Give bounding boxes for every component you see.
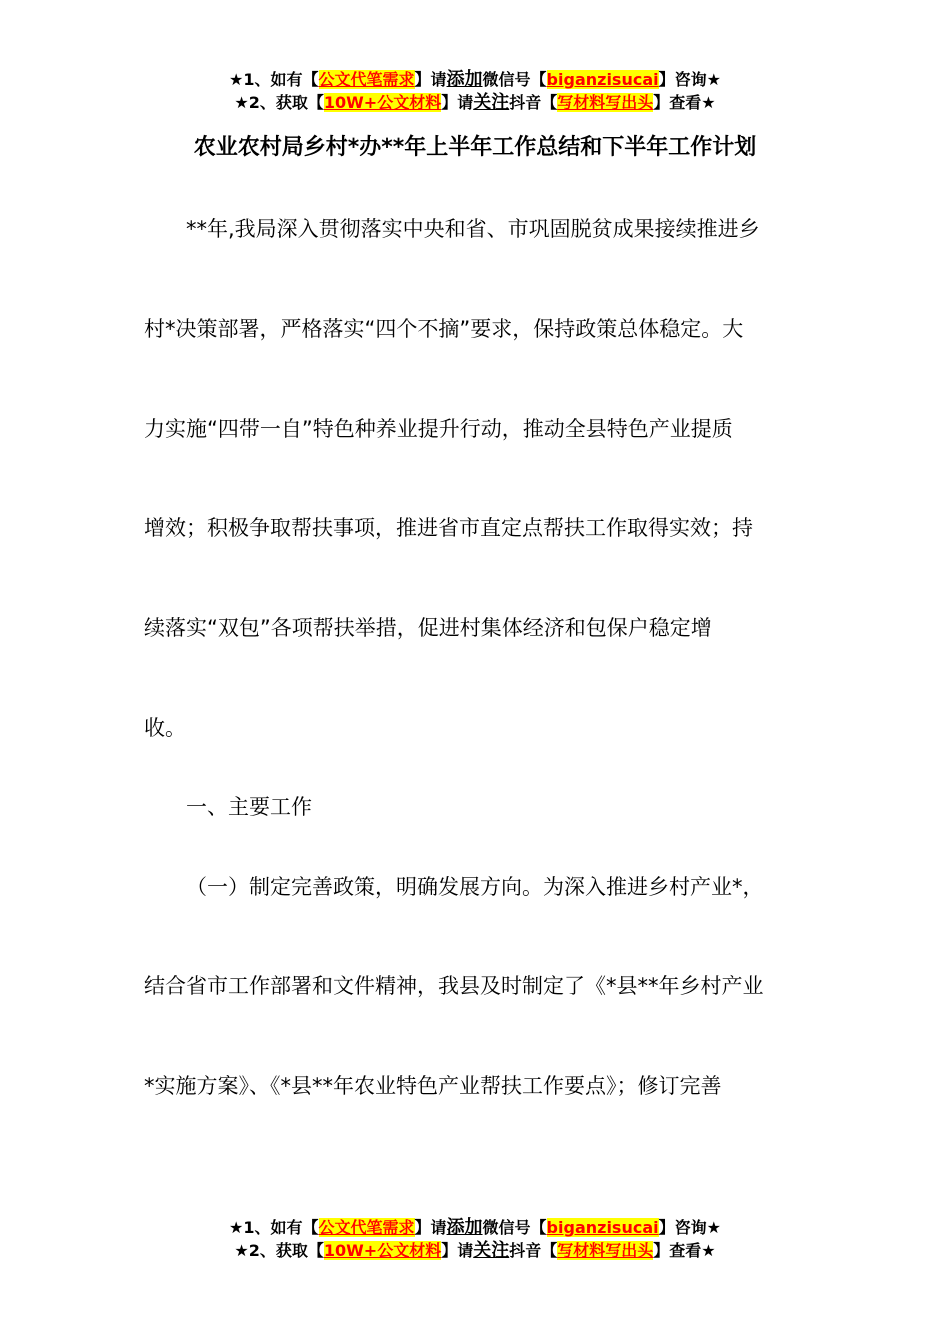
promo-emphasis: 关注 — [473, 1240, 510, 1261]
promo-text: 】请 — [414, 70, 447, 89]
body-line: （一）制定完善政策，明确发展方向。为深入推进乡村产业*， — [186, 875, 764, 899]
promo-text: 】请 — [441, 1241, 474, 1260]
promo-line-1 — [0, 1216, 950, 1239]
body-line: *实施方案》、《*县**年农业特色产业帮扶工作要点》；修订完善 — [144, 1074, 722, 1098]
document-title: 农业农村局乡村*办**年上半年工作总结和下半年工作计划 — [193, 135, 757, 160]
section-heading: 一、主要工作 — [186, 795, 312, 819]
body-line: 力实施“四带一自”特色种养业提升行动，推动全县特色产业提质 — [144, 417, 733, 441]
highlight-wechat-id: biganzisucai — [546, 1218, 659, 1237]
promo-text: ★1、如有【 — [229, 70, 319, 89]
body-line: 续落实“双包”各项帮扶举措，促进村集体经济和包保户稳定增 — [144, 616, 712, 640]
promo-text: 微信号【 — [482, 70, 547, 89]
body-line: **年,我局深入贯彻落实中央和省、市巩固脱贫成果接续推进乡 — [186, 217, 760, 241]
promo-text: 】咨询★ — [658, 70, 721, 89]
highlight-materials: 10W+公文材料 — [323, 93, 442, 112]
highlight-douyin-id: 写材料写出头 — [557, 93, 654, 112]
highlight-wechat-id: biganzisucai — [546, 70, 659, 89]
promo-emphasis: 添加 — [446, 1217, 483, 1238]
promo-line-1 — [0, 68, 950, 91]
promo-text: 】请 — [441, 93, 474, 112]
body-line: 村*决策部署，严格落实“四个不摘”要求，保持政策总体稳定。大 — [144, 317, 744, 341]
promo-text: 】查看★ — [653, 93, 716, 112]
body-line: 结合省市工作部署和文件精神，我县及时制定了《*县**年乡村产业 — [144, 974, 764, 998]
promo-banner-top — [0, 68, 950, 114]
promo-text: 】查看★ — [653, 1241, 716, 1260]
promo-text: 抖音【 — [509, 1241, 558, 1260]
promo-text: ★2、获取【 — [234, 1241, 324, 1260]
highlight-douyin-id: 写材料写出头 — [557, 1241, 654, 1260]
promo-emphasis: 关注 — [473, 92, 510, 113]
highlight-materials: 10W+公文材料 — [323, 1241, 442, 1260]
highlight-service: 公文代笔需求 — [318, 1218, 415, 1237]
promo-text: 微信号【 — [482, 1218, 547, 1237]
promo-text: 抖音【 — [509, 93, 558, 112]
promo-text: ★1、如有【 — [229, 1218, 319, 1237]
promo-banner-bottom — [0, 1216, 950, 1262]
promo-line-2 — [0, 91, 950, 114]
promo-line-2 — [0, 1239, 950, 1262]
body-line: 收。 — [144, 716, 186, 740]
promo-text: 】请 — [414, 1218, 447, 1237]
highlight-service: 公文代笔需求 — [318, 70, 415, 89]
promo-text: 】咨询★ — [658, 1218, 721, 1237]
body-line: 增效；积极争取帮扶事项，推进省市直定点帮扶工作取得实效；持 — [144, 516, 753, 540]
promo-text: ★2、获取【 — [234, 93, 324, 112]
promo-emphasis: 添加 — [446, 69, 483, 90]
